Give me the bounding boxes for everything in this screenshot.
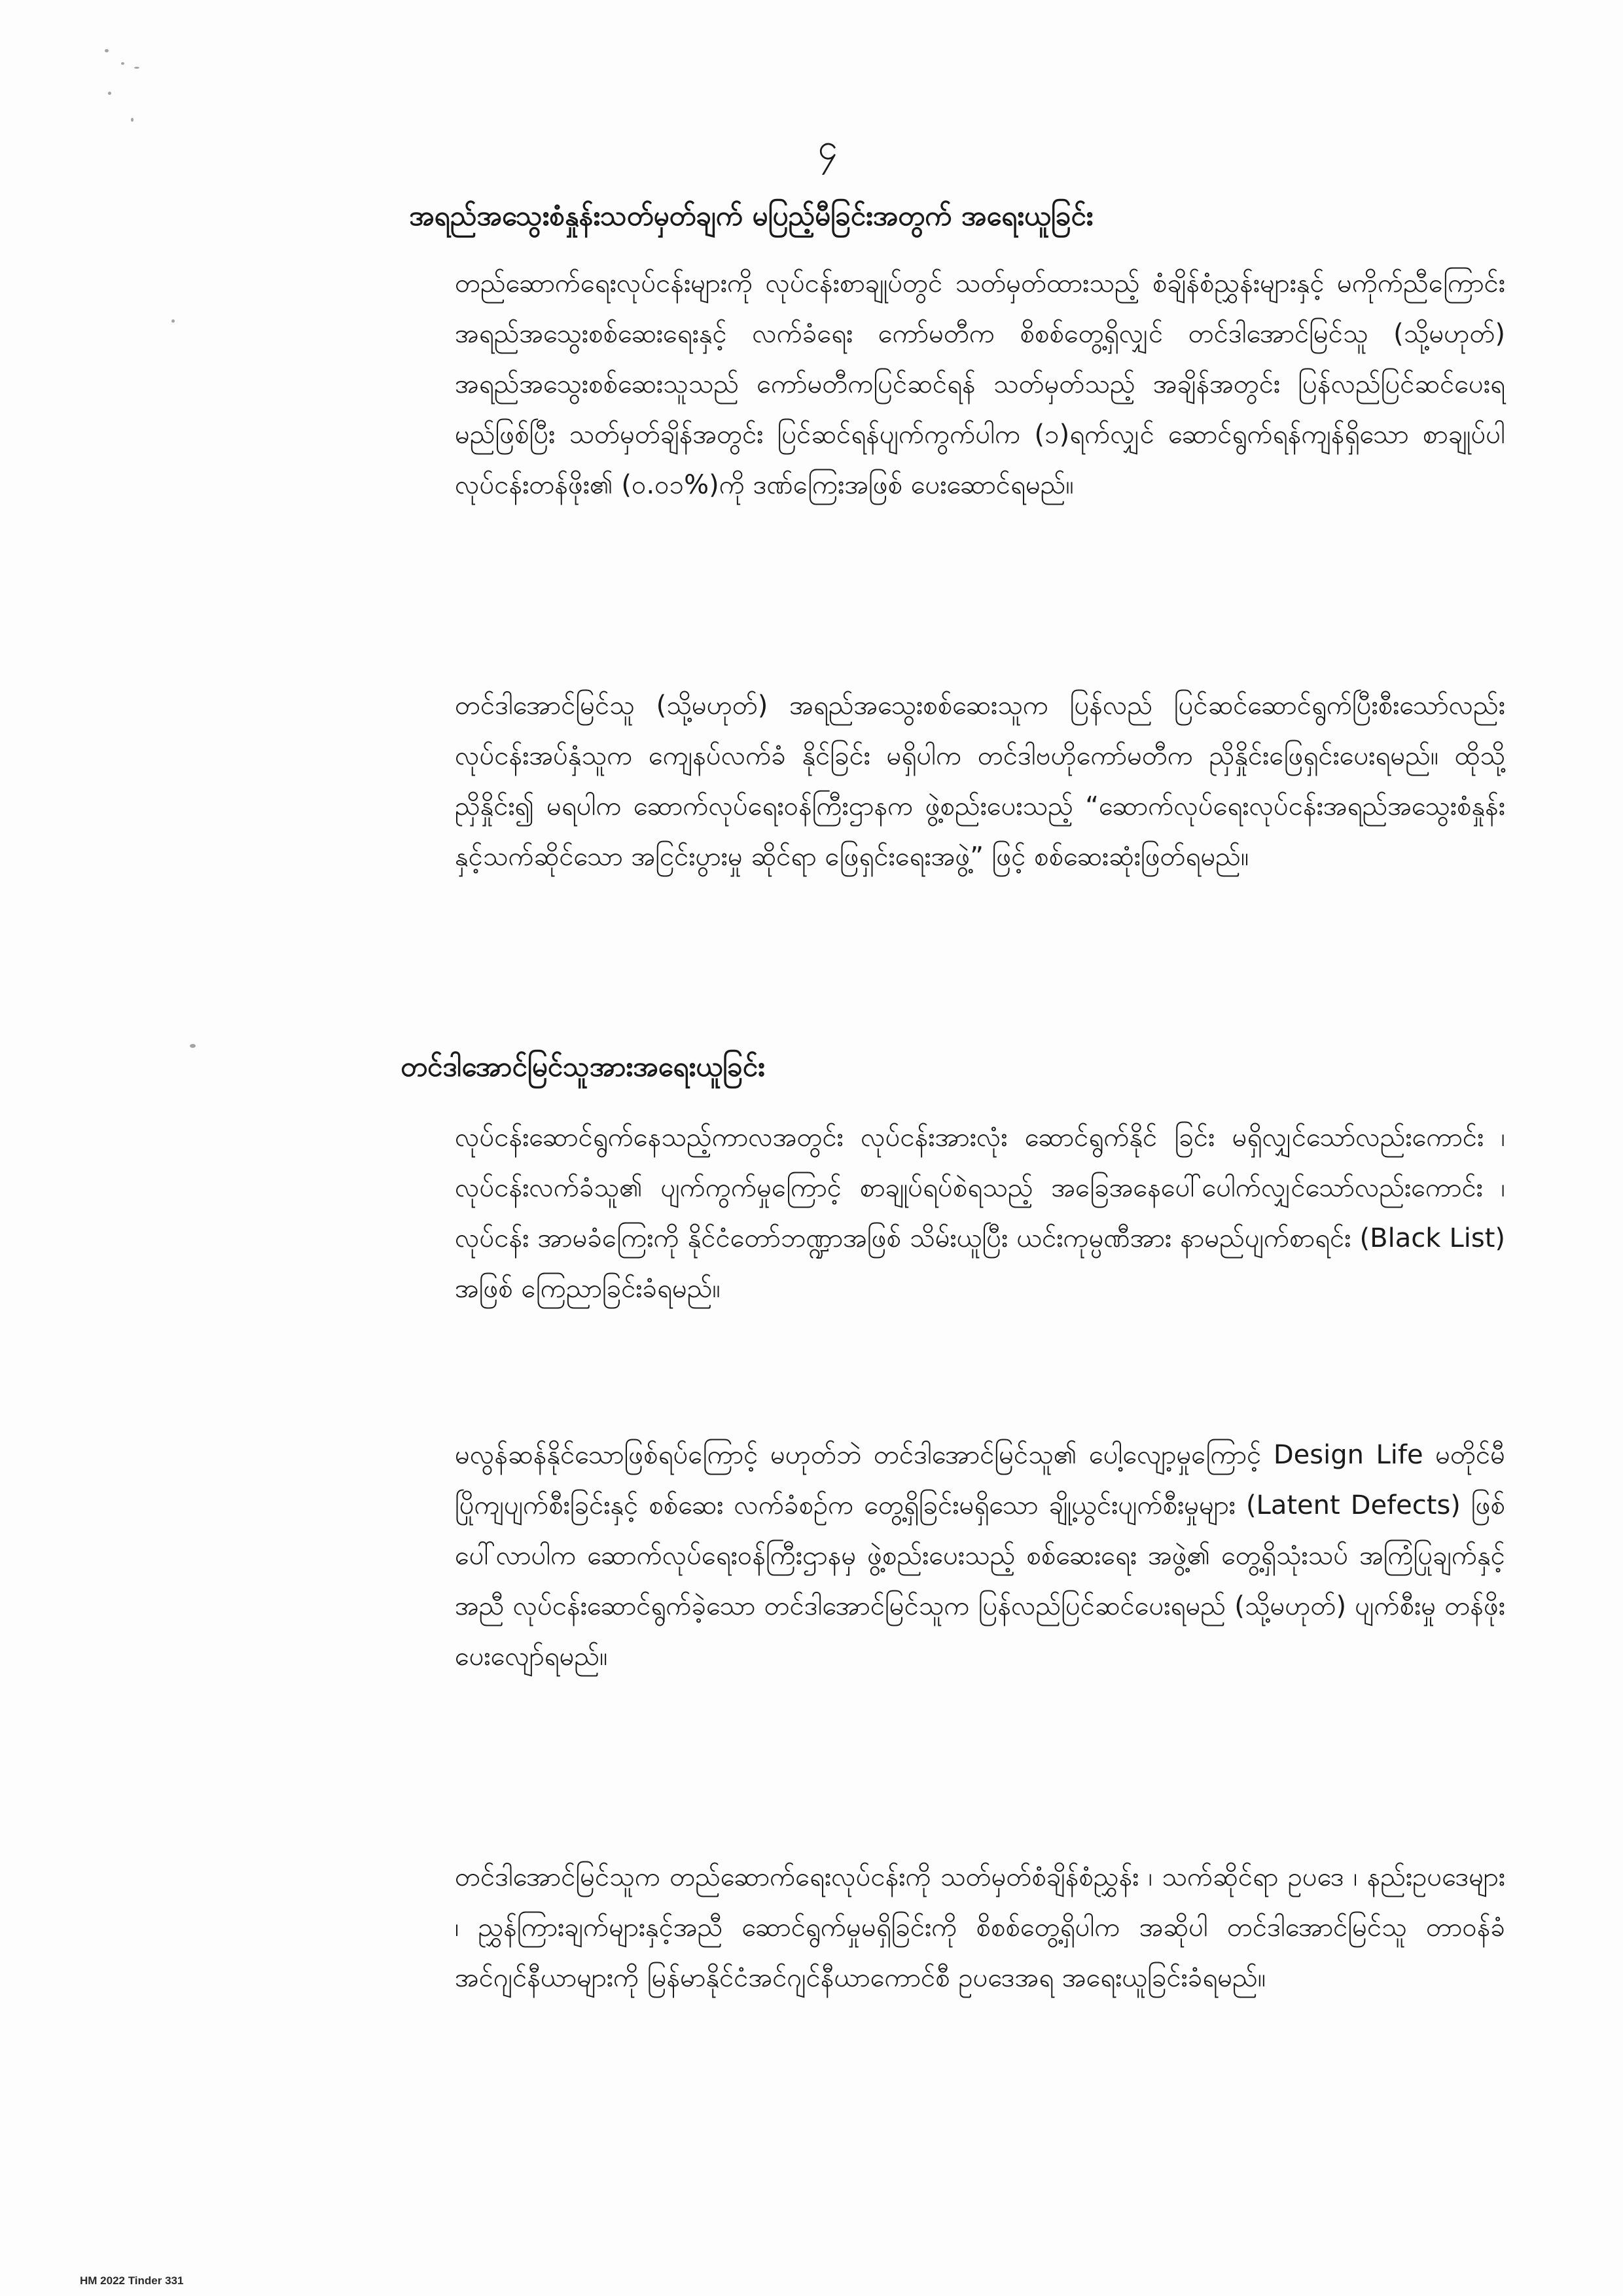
paragraph-engineer-action: တင်ဒါအောင်မြင်သူက တည်ဆောက်ရေးလုပ်ငန်းကို သတ်မှတ်စံချိန်စံညွှန်း ၊ သက်ဆိုင်ရာ ဥပဒေ ၊ နည်းဥပဒေများ ၊ ညွှန်ကြားချက်များနှင့်အညီ ဆောင်ရွက်မှုမရှိခြင်းကို စိစစ်တွေ့ရှိပါက အဆိုပါ တင်ဒါအောင်မြင်သူ တာဝန်ခံအင်ဂျင်နီယာများကို မြန်မာနိုင်ငံအင်ဂျင်နီယာကောင်စီ ဥပဒေအရ အရေးယူခြင်းခံရမည်။ [455, 1862, 1505, 1993]
paragraph-latent-defects: မလွန်ဆန်နိုင်သောဖြစ်ရပ်ကြောင့် မဟုတ်ဘဲ တင်ဒါအောင်မြင်သူ၏ ပေါ့လျော့မှုကြောင့် Design Life မတိုင်မီ ပြိုကျပျက်စီးခြင်းနှင့် စစ်ဆေး လက်ခံစဉ်က တွေ့ရှိခြင်းမရှိသော ချို့ယွင်းပျက်စီးမှုများ (Latent Defects) ဖြစ်ပေါ်လာပါက ဆောက်လုပ်ရေးဝန်ကြီးဌာနမှ ဖွဲ့စည်းပေးသည့် စစ်ဆေးရေး အဖွဲ့၏ တွေ့ရှိသုံးသပ် အကြံပြုချက်နှင့်အညီ လုပ်ငန်းဆောင်ရွက်ခဲ့သော တင်ဒါအောင်မြင်သူက ပြန်လည်ပြင်ဆင်ပေးရမည် (သို့မဟုတ်) ပျက်စီးမှု တန်ဖိုးပေးလျော်ရမည်။ [455, 1440, 1505, 1672]
paragraph-quality-correction: တည်ဆောက်ရေးလုပ်ငန်းများကို လုပ်ငန်းစာချုပ်တွင် သတ်မှတ်ထားသည့် စံချိန်စံညွှန်းများနှင့် မကိုက်ညီကြောင်း အရည်အသွေးစစ်ဆေးရေးနှင့် လက်ခံရေး ကော်မတီက စိစစ်တွေ့ရှိလျှင် တင်ဒါအောင်မြင်သူ (သို့မဟုတ်) အရည်အသွေးစစ်ဆေးသူသည် ကော်မတီကပြင်ဆင်ရန် သတ်မှတ်သည့် အချိန်အတွင်း ပြန်လည်ပြင်ဆင်ပေးရမည်ဖြစ်ပြီး သတ်မှတ်ချိန်အတွင်း ပြင်ဆင်ရန်ပျက်ကွက်ပါက (၁)ရက်လျှင် ဆောင်ရွက်ရန်ကျန်ရှိသော စာချုပ်ပါ လုပ်ငန်းတန်ဖိုး၏ (၀.၀၁%)ကို ဒဏ်ကြေးအဖြစ် ပေးဆောင်ရမည်။ [455, 268, 1505, 500]
footer-reference: HM 2022 Tinder 331 [80, 2274, 184, 2287]
page-number: ၄ [817, 126, 838, 168]
scan-speck [171, 319, 175, 323]
section-heading-tender-winner-action: တင်ဒါအောင်မြင်သူအားအရေးယူခြင်း [401, 1050, 765, 1083]
scan-speck [105, 49, 109, 52]
scan-speck [108, 92, 111, 95]
paragraph-black-list: လုပ်ငန်းဆောင်ရွက်နေသည့်ကာလအတွင်း လုပ်ငန်းအားလုံး ဆောင်ရွက်နိုင် ခြင်း မရှိလျှင်သော်လည်းကောင်း ၊ လုပ်ငန်းလက်ခံသူ၏ ပျက်ကွက်မှုကြောင့် စာချုပ်ရပ်စဲရသည့် အခြေအနေပေါ်ပေါက်လျှင်သော်လည်းကောင်း ၊ လုပ်ငန်း အာမခံကြေးကို နိုင်ငံတော်ဘဏ္ဍာအဖြစ် သိမ်းယူပြီး ယင်းကုမ္ပဏီအား နာမည်ပျက်စာရင်း (Black List) အဖြစ် ကြေညာခြင်းခံရမည်။ [455, 1122, 1505, 1304]
scan-speck [134, 67, 139, 69]
scan-speck [121, 62, 124, 65]
scan-speck [131, 118, 134, 122]
scan-speck [190, 1044, 196, 1048]
paragraph-dispute-resolution: တင်ဒါအောင်မြင်သူ (သို့မဟုတ်) အရည်အသွေးစစ်ဆေးသူက ပြန်လည် ပြင်ဆင်ဆောင်ရွက်ပြီးစီးသော်လည်း လုပ်ငန်းအပ်နှံသူက ကျေနပ်လက်ခံ နိုင်ခြင်း မရှိပါက တင်ဒါဗဟိုကော်မတီက ညှိနှိုင်းဖြေရှင်းပေးရမည်။ ထိုသို့ ညှိနှိုင်း၍ မရပါက ဆောက်လုပ်ရေးဝန်ကြီးဌာနက ဖွဲ့စည်းပေးသည့် “ဆောက်လုပ်ရေးလုပ်ငန်းအရည်အသွေးစံနှုန်းနှင့်သက်ဆိုင်သော အငြင်းပွားမှု ဆိုင်ရာ ဖြေရှင်းရေးအဖွဲ့” ဖြင့် စစ်ဆေးဆုံးဖြတ်ရမည်။ [455, 691, 1505, 872]
section-heading-quality-action: အရည်အသွေးစံနှုန်းသတ်မှတ်ချက် မပြည့်မီခြင်းအတွက် အရေးယူခြင်း [409, 200, 1094, 232]
